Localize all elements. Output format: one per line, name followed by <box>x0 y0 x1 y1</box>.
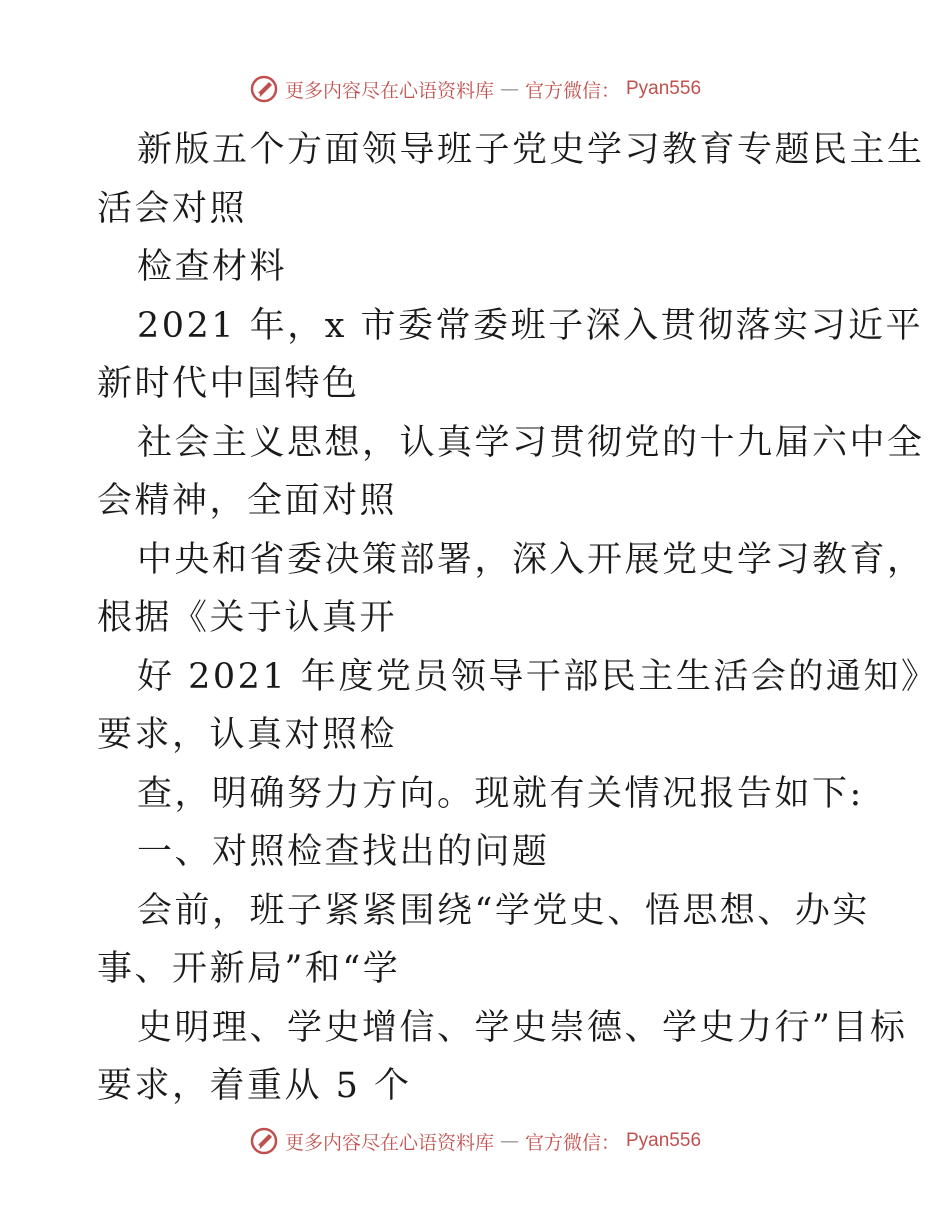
document-body <box>97 121 939 1116</box>
footer-watermark <box>0 1126 950 1156</box>
text-line: 2021 年，x 市委常委班子深入贯彻落实习近平 <box>137 305 924 346</box>
text-line: 要求，认真对照检 <box>97 715 398 755</box>
text-line: 检查材料 <box>137 247 288 287</box>
text-line: 查，明确努力方向。现就有关情况报告如下: <box>137 773 864 814</box>
watermark-handle: Pyan556 <box>626 1130 702 1151</box>
text-line: 史明理、学史增信、学史崇德、学史力行”目标 <box>137 1007 908 1048</box>
text-line: 活会对照 <box>97 188 248 229</box>
watermark-contact: 官方微信： <box>524 1131 620 1154</box>
text-line: 要求，着重从 5 个 <box>97 1066 412 1106</box>
header-watermark <box>0 74 950 104</box>
text-line: 会前，班子紧紧围绕“学党史、悟思想、办实 <box>137 890 870 931</box>
watermark-contact: 官方微信： <box>524 79 620 102</box>
watermark-separator: — <box>499 1130 519 1152</box>
logo-icon <box>249 74 279 104</box>
text-line: 会精神，全面对照 <box>97 481 398 521</box>
text-line: 新版五个方面领导班子党史学习教育专题民主生 <box>137 130 925 170</box>
text-line: 好 2021 年度党员领导干部民主生活会的通知》 <box>137 656 939 697</box>
watermark-text: 更多内容尽在心语资料库 <box>284 1131 494 1154</box>
text-line: 事、开新局”和“学 <box>97 949 401 989</box>
text-line: 社会主义思想，认真学习贯彻党的十九届六中全 <box>137 422 925 463</box>
section-heading: 一、对照检查找出的问题 <box>137 832 550 872</box>
watermark-text: 更多内容尽在心语资料库 <box>284 79 494 102</box>
watermark-separator: — <box>499 78 519 100</box>
text-line: 中央和省委决策部署，深入开展党史学习教育， <box>137 539 925 580</box>
document-text <box>97 121 939 1116</box>
text-line: 根据《关于认真开 <box>97 598 398 638</box>
watermark-handle: Pyan556 <box>626 78 702 99</box>
text-line: 新时代中国特色 <box>97 364 360 404</box>
logo-icon <box>249 1126 279 1156</box>
